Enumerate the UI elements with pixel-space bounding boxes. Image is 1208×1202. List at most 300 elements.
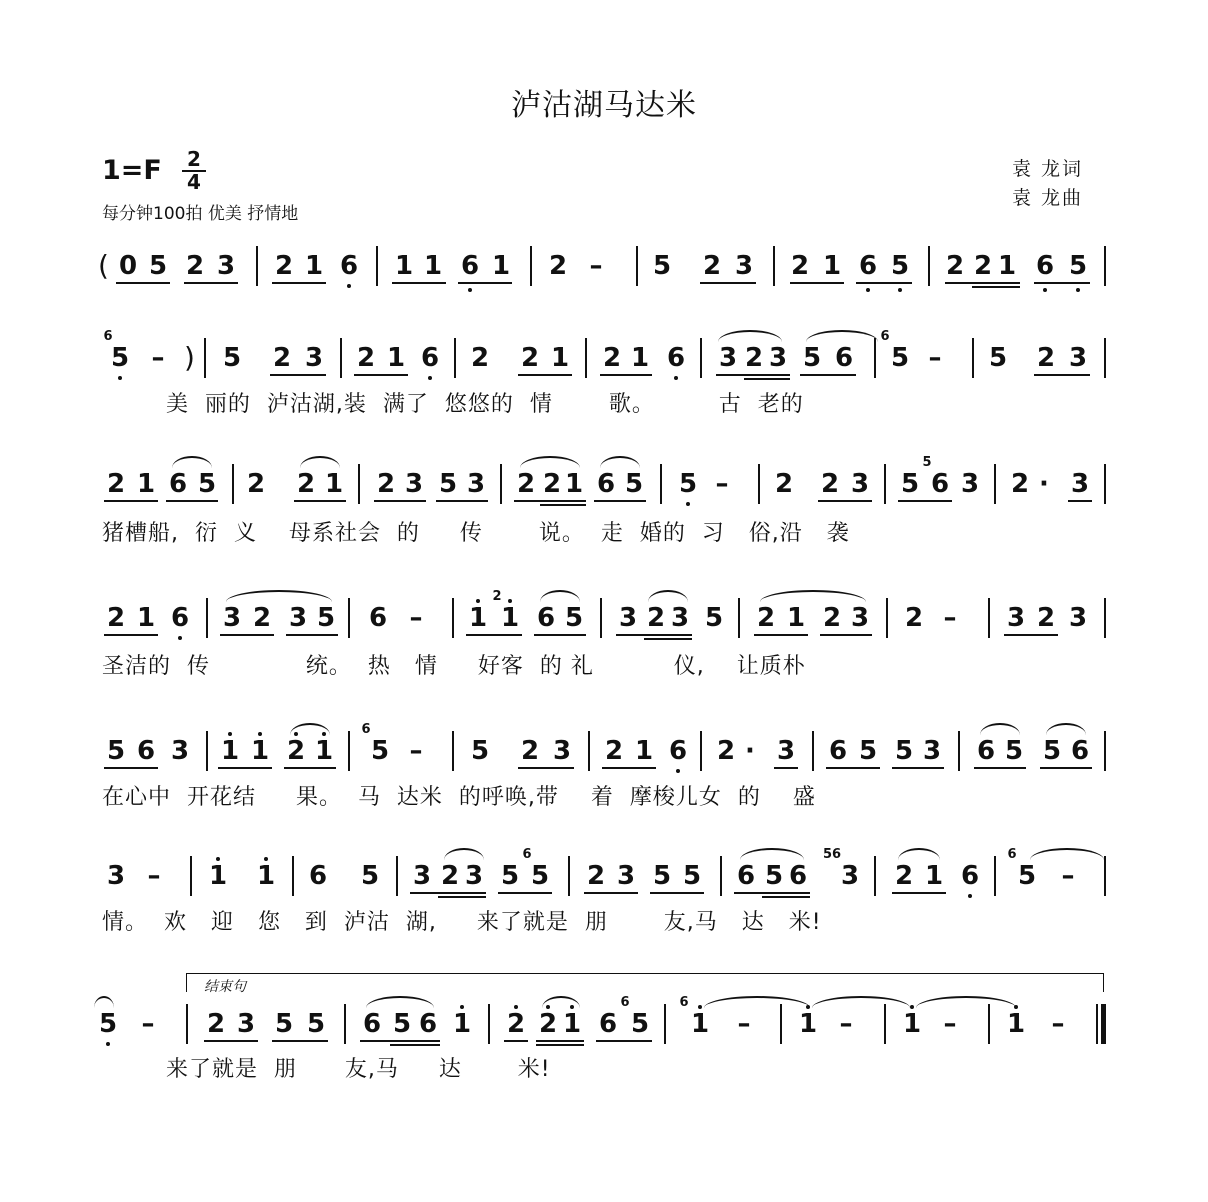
hold-dash: –	[409, 603, 423, 633]
beam	[410, 892, 486, 894]
barline	[1096, 1004, 1098, 1044]
hold-dash: –	[141, 1009, 155, 1039]
note: 6	[736, 861, 756, 891]
beam	[536, 1040, 584, 1042]
note: 2	[973, 251, 993, 281]
note: 2	[716, 736, 736, 766]
note: 2	[520, 343, 540, 373]
note: 5	[1017, 861, 1037, 891]
note: 5	[652, 861, 672, 891]
note: 1	[220, 736, 240, 766]
note: 6	[668, 736, 688, 766]
final-barline	[1101, 1004, 1106, 1044]
beam	[594, 500, 646, 502]
slur	[300, 456, 340, 468]
beam	[294, 500, 346, 502]
note: 2	[822, 603, 842, 633]
octave-dot	[118, 376, 122, 380]
hold-dash: –	[943, 1009, 957, 1039]
note: 2	[185, 251, 205, 281]
note: 5	[530, 861, 550, 891]
ending-bracket	[186, 973, 1104, 992]
note: 2	[774, 469, 794, 499]
note: 2	[206, 1009, 226, 1039]
note: 1	[250, 736, 270, 766]
note: 2	[296, 469, 316, 499]
barline	[994, 856, 996, 896]
note: 2	[646, 603, 666, 633]
barline	[758, 464, 760, 504]
barline	[488, 1004, 490, 1044]
note: 3	[216, 251, 236, 281]
hold-dash: –	[409, 736, 423, 766]
octave-dot	[546, 1005, 550, 1009]
barline	[660, 464, 662, 504]
beam	[774, 767, 798, 769]
barline	[232, 464, 234, 504]
beam	[820, 634, 872, 636]
octave-dot	[106, 1042, 110, 1046]
note: 3	[170, 736, 190, 766]
note: 6	[536, 603, 556, 633]
note: 6	[858, 251, 878, 281]
barline	[206, 731, 208, 771]
note: 1	[256, 861, 276, 891]
octave-dot	[898, 288, 902, 292]
beam	[438, 896, 486, 898]
barline	[530, 246, 532, 286]
note: 1	[491, 251, 511, 281]
note: 6	[418, 1009, 438, 1039]
augmentation-dot: ·	[1039, 469, 1049, 499]
slur	[1030, 848, 1104, 860]
page-title: 泸沽湖马达米	[511, 88, 697, 123]
beam	[360, 1040, 440, 1042]
barline	[452, 731, 454, 771]
slur	[980, 723, 1020, 735]
note: 6	[168, 469, 188, 499]
beam	[650, 892, 704, 894]
barline	[585, 338, 587, 378]
beam	[800, 374, 856, 376]
note: 3	[222, 603, 242, 633]
barline	[1104, 464, 1106, 504]
note: 3	[304, 343, 324, 373]
barline	[780, 1004, 782, 1044]
note: 6	[930, 469, 950, 499]
beam	[272, 282, 326, 284]
beam	[536, 1044, 584, 1046]
note: 2	[542, 469, 562, 499]
note: 1	[564, 469, 584, 499]
beam	[518, 767, 574, 769]
octave-dot	[806, 1005, 810, 1009]
beam	[754, 634, 808, 636]
octave-dot	[1076, 288, 1080, 292]
barline	[588, 731, 590, 771]
beam	[466, 634, 522, 636]
barline	[874, 856, 876, 896]
octave-dot	[866, 288, 870, 292]
beam	[1068, 500, 1092, 502]
beam	[458, 282, 512, 284]
grace-note: 5	[922, 455, 932, 470]
slur	[520, 456, 580, 468]
octave-dot	[698, 1005, 702, 1009]
note: 3	[1006, 603, 1026, 633]
note: 3	[1070, 469, 1090, 499]
note: 2	[744, 343, 764, 373]
beam	[596, 1040, 652, 1042]
note: 3	[850, 603, 870, 633]
beam	[104, 767, 158, 769]
barline	[348, 598, 350, 638]
grace-note: 56	[822, 847, 842, 862]
hold-dash: –	[943, 603, 957, 633]
note: 6	[960, 861, 980, 891]
note: 3	[960, 469, 980, 499]
note: 2	[516, 469, 536, 499]
beam	[284, 767, 336, 769]
beam	[392, 282, 446, 284]
note: 3	[768, 343, 788, 373]
hold-dash: –	[839, 1009, 853, 1039]
note: 3	[850, 469, 870, 499]
beam	[616, 634, 692, 636]
barline	[738, 598, 740, 638]
barline	[700, 338, 702, 378]
ending-label: 结束句	[204, 979, 246, 995]
octave-dot	[228, 732, 232, 736]
note: 1	[394, 251, 414, 281]
slur	[898, 848, 940, 860]
note: 1	[562, 1009, 582, 1039]
note: 1	[304, 251, 324, 281]
note: 0	[118, 251, 138, 281]
beam	[700, 282, 756, 284]
note: 2	[440, 861, 460, 891]
note: 2	[252, 603, 272, 633]
beam	[184, 282, 238, 284]
lyricist-credit: 袁 龙词	[1012, 158, 1084, 180]
barline	[186, 1004, 188, 1044]
note: 5	[1042, 736, 1062, 766]
octave-dot	[676, 769, 680, 773]
note: 1	[822, 251, 842, 281]
note: 2	[106, 603, 126, 633]
lyric-line-2: 猪槽船, 衍 义 母系社会 的 传 说。 走 婚的 习 俗,沿 袭	[102, 521, 850, 546]
note: 6	[1070, 736, 1090, 766]
barline	[664, 1004, 666, 1044]
note: 5	[306, 1009, 326, 1039]
barline	[206, 598, 208, 638]
note: 5	[1004, 736, 1024, 766]
beam	[436, 500, 488, 502]
beam	[818, 500, 872, 502]
slur	[812, 996, 910, 1008]
barline	[204, 338, 206, 378]
note: 5	[988, 343, 1008, 373]
key-signature: 1=F	[102, 155, 162, 186]
note: 2	[894, 861, 914, 891]
note: 5	[704, 603, 724, 633]
note: 2	[1036, 343, 1056, 373]
beam	[744, 378, 790, 380]
barline	[988, 598, 990, 638]
slur	[648, 590, 688, 602]
open-paren: (	[98, 249, 109, 282]
note: 1	[798, 1009, 818, 1039]
grace-note: 6	[679, 995, 689, 1010]
beam	[762, 896, 810, 898]
grace-note: 6	[620, 995, 630, 1010]
hold-dash: –	[151, 343, 165, 373]
note: 5	[316, 603, 336, 633]
note: 3	[106, 861, 126, 891]
note: 3	[464, 861, 484, 891]
beam	[945, 282, 1020, 284]
note: 1	[902, 1009, 922, 1039]
lyric-line-5: 情。 欢 迎 您 到 泸沽 湖, 来了就是 朋 友,马 达 米!	[102, 910, 822, 935]
beam	[1034, 374, 1090, 376]
note: 6	[460, 251, 480, 281]
note: 3	[466, 469, 486, 499]
hold-dash: –	[737, 1009, 751, 1039]
beam	[790, 282, 844, 284]
beam	[218, 767, 272, 769]
note: 3	[840, 861, 860, 891]
note: 1	[630, 343, 650, 373]
octave-dot	[674, 376, 678, 380]
time-signature	[180, 147, 208, 194]
note: 2	[1010, 469, 1030, 499]
slur	[290, 723, 330, 735]
note: 5	[894, 736, 914, 766]
note: 3	[552, 736, 572, 766]
note: 1	[423, 251, 443, 281]
note: 3	[288, 603, 308, 633]
beam	[974, 767, 1026, 769]
barline	[1104, 338, 1106, 378]
hold-dash: –	[147, 861, 161, 891]
note: 5	[148, 251, 168, 281]
octave-dot	[264, 857, 268, 861]
note: 5	[890, 251, 910, 281]
note: 5	[678, 469, 698, 499]
note: 5	[438, 469, 458, 499]
beam	[644, 638, 692, 640]
beam	[716, 374, 790, 376]
note: 6	[308, 861, 328, 891]
octave-dot	[508, 599, 512, 603]
slur	[542, 996, 580, 1008]
note: 2	[274, 251, 294, 281]
octave-dot	[476, 599, 480, 603]
beam	[540, 504, 586, 506]
note: 2	[1036, 603, 1056, 633]
lyric-line-6: 来了就是 朋 友,马 达 米!	[102, 1057, 551, 1082]
barline	[812, 731, 814, 771]
octave-dot	[178, 636, 182, 640]
beam	[518, 374, 572, 376]
note: 5	[274, 1009, 294, 1039]
note: 5	[564, 603, 584, 633]
slur	[916, 996, 1016, 1008]
slur	[94, 996, 114, 1008]
note: 6	[420, 343, 440, 373]
barline	[1104, 598, 1106, 638]
barline	[376, 246, 378, 286]
note: 5	[624, 469, 644, 499]
note: 3	[776, 736, 796, 766]
octave-dot	[294, 732, 298, 736]
note: 5	[1068, 251, 1088, 281]
note: 1	[136, 603, 156, 633]
note: 3	[1068, 603, 1088, 633]
note: 5	[802, 343, 822, 373]
note: 6	[598, 1009, 618, 1039]
beam	[826, 767, 880, 769]
octave-dot	[514, 1005, 518, 1009]
note: 5	[764, 861, 784, 891]
beam	[104, 500, 158, 502]
note: 3	[236, 1009, 256, 1039]
grace-note: 6	[522, 847, 532, 862]
note: 2	[520, 736, 540, 766]
note: 6	[596, 469, 616, 499]
note: 5	[900, 469, 920, 499]
barline	[1104, 731, 1106, 771]
barline	[884, 1004, 886, 1044]
barline	[886, 598, 888, 638]
octave-dot	[570, 1005, 574, 1009]
note: 1	[386, 343, 406, 373]
lyric-line-4: 在心中 开花结 果。 马 达米 的呼唤,带 着 摩梭儿女 的 盛	[102, 785, 816, 810]
note: 5	[360, 861, 380, 891]
note: 1	[324, 469, 344, 499]
barline	[773, 246, 775, 286]
barline	[454, 338, 456, 378]
beam	[270, 374, 326, 376]
composer-credit: 袁 龙曲	[1012, 187, 1084, 209]
beam	[600, 374, 652, 376]
barline	[700, 731, 702, 771]
note: 5	[370, 736, 390, 766]
grace-note: 6	[103, 329, 113, 344]
beam	[204, 1040, 258, 1042]
note: 1	[452, 1009, 472, 1039]
octave-dot	[1043, 288, 1047, 292]
tempo-marking: 每分钟100拍 优美 抒情地	[102, 204, 299, 224]
note: 1	[136, 469, 156, 499]
note: 1	[500, 603, 520, 633]
slur	[704, 996, 810, 1008]
octave-dot	[968, 894, 972, 898]
note: 1	[208, 861, 228, 891]
note: 2	[790, 251, 810, 281]
note: 6	[834, 343, 854, 373]
note: 5	[858, 736, 878, 766]
note: 3	[734, 251, 754, 281]
slur	[806, 330, 878, 342]
beam	[504, 1040, 528, 1042]
hold-dash: –	[589, 251, 603, 281]
hold-dash: –	[715, 469, 729, 499]
slur	[444, 848, 484, 860]
barline	[452, 598, 454, 638]
note: 2	[820, 469, 840, 499]
octave-dot	[216, 857, 220, 861]
note: 5	[197, 469, 217, 499]
beam	[272, 1040, 328, 1042]
beam	[602, 767, 656, 769]
grace-note: 6	[1007, 847, 1017, 862]
note: 6	[828, 736, 848, 766]
barline	[720, 856, 722, 896]
note: 2	[106, 469, 126, 499]
beam	[1040, 767, 1092, 769]
grace-note: 6	[361, 722, 371, 737]
hold-dash: –	[1061, 861, 1075, 891]
hold-dash: –	[928, 343, 942, 373]
beam	[104, 634, 158, 636]
octave-dot	[1014, 1005, 1018, 1009]
note: 5	[106, 736, 126, 766]
note: 6	[1035, 251, 1055, 281]
note: 5	[652, 251, 672, 281]
note: 5	[470, 736, 490, 766]
slur	[718, 330, 782, 342]
note: 1	[314, 736, 334, 766]
note: 3	[718, 343, 738, 373]
octave-dot	[322, 732, 326, 736]
note: 6	[362, 1009, 382, 1039]
time-signature-top: 2	[187, 147, 201, 171]
octave-dot	[910, 1005, 914, 1009]
note: 5	[392, 1009, 412, 1039]
beam	[584, 892, 638, 894]
barline	[874, 338, 876, 378]
beam	[166, 500, 218, 502]
note: 2	[756, 603, 776, 633]
note: 2	[904, 603, 924, 633]
barline	[190, 856, 192, 896]
barline	[958, 731, 960, 771]
note: 3	[670, 603, 690, 633]
note: 2	[506, 1009, 526, 1039]
beam	[892, 892, 946, 894]
note: 1	[786, 603, 806, 633]
note: 5	[110, 343, 130, 373]
note: 3	[1068, 343, 1088, 373]
augmentation-dot: ·	[745, 736, 755, 766]
note: 2	[604, 736, 624, 766]
note: 5	[500, 861, 520, 891]
note: 1	[690, 1009, 710, 1039]
note: 2	[586, 861, 606, 891]
barline	[600, 598, 602, 638]
note: 2	[602, 343, 622, 373]
note: 6	[170, 603, 190, 633]
barline	[1104, 246, 1106, 286]
note: 2	[548, 251, 568, 281]
octave-dot	[468, 288, 472, 292]
octave-dot	[258, 732, 262, 736]
slur	[760, 590, 866, 602]
barline	[348, 731, 350, 771]
barline	[256, 246, 258, 286]
note: 1	[550, 343, 570, 373]
